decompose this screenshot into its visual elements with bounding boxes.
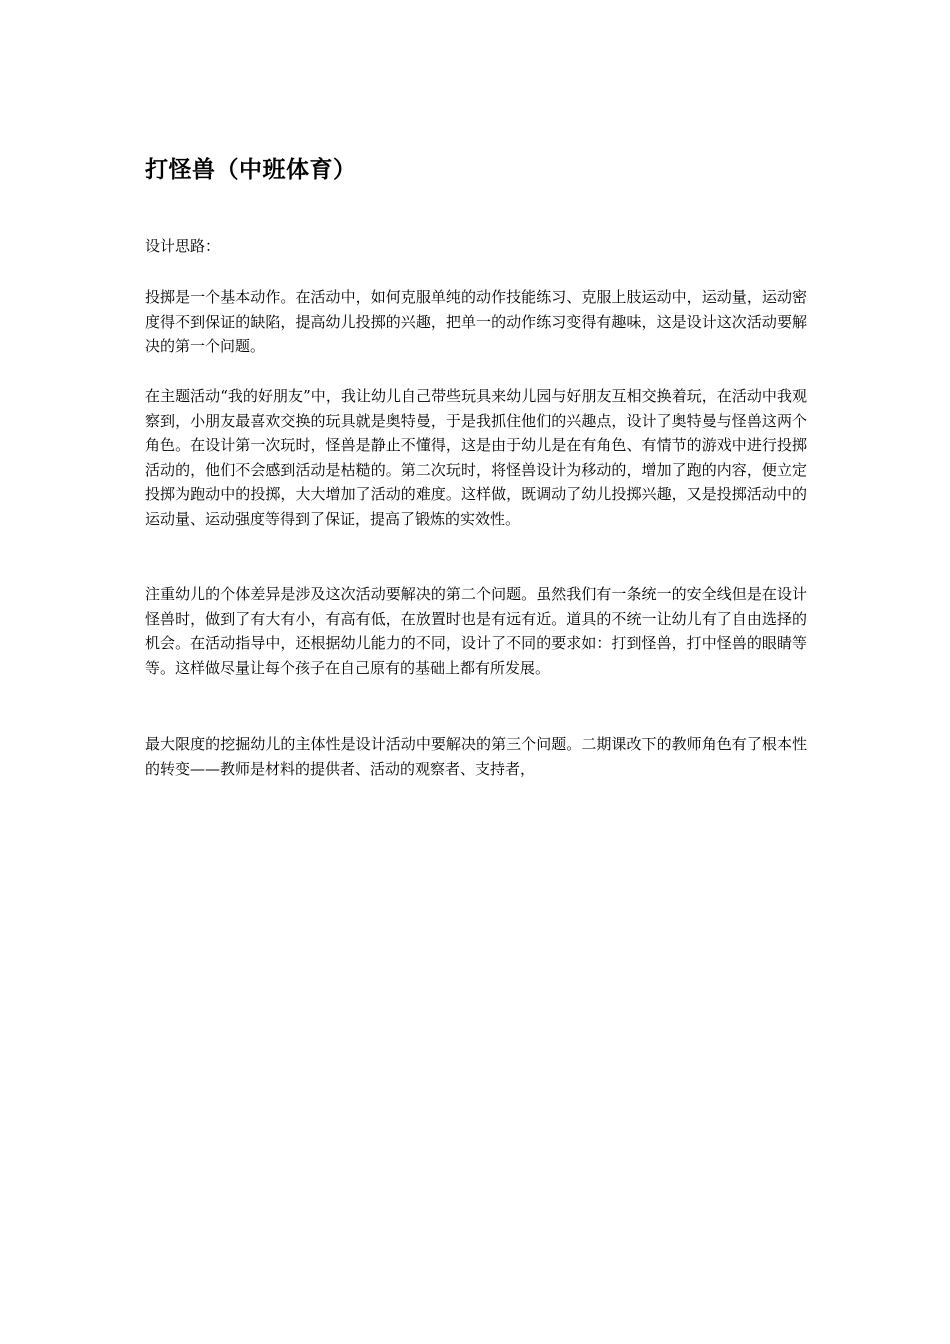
document-title: 打怪兽（中班体育）	[145, 157, 357, 183]
paragraph-1: 投掷是一个基本动作。在活动中，如何克服单纯的动作技能练习、克服上肢运动中，运动量，运动密度得不到保证的缺陷，提高幼儿投掷的兴趣，把单一的动作练习变得有趣味，这是设计这次活动要解决的第一个问题。	[145, 288, 807, 356]
section-label: 设计思路：	[145, 237, 221, 255]
paragraph-2: 在主题活动“我的好朋友”中，我让幼儿自己带些玩具来幼儿园与好朋友互相交换着玩，在活动中我观察到，小朋友最喜欢交换的玩具就是奥特曼，于是我抓住他们的兴趣点，设计了奥特曼与怪兽这两个角色。在设计第一次玩时，怪兽是静止不懂得，这是由于幼儿是在有角色、有情节的游戏中进行投掷活动的，他们不会感到活动是枯糙的。第二次玩时，将怪兽设计为移动的，增加了跑的内容，便立定投掷为跑动中的投掷，大大增加了活动的难度。这样做，既调动了幼儿投掷兴趣，又是投掷活动中的运动量、运动强度等得到了保证，提高了锻炼的实效性。	[145, 387, 807, 528]
paragraph-4: 最大限度的挖掘幼儿的主体性是设计活动中要解决的第三个问题。二期课改下的教师角色有了根本性的转变——教师是材料的提供者、活动的观察者、支持者，	[145, 735, 807, 778]
paragraph-3: 注重幼儿的个体差异是涉及这次活动要解决的第二个问题。虽然我们有一条统一的安全线但是在设计怪兽时，做到了有大有小，有高有低，在放置时也是有远有近。道具的不统一让幼儿有了自由选择的机会。在活动指导中，还根据幼儿能力的不同，设计了不同的要求如：打到怪兽，打中怪兽的眼睛等等。这样做尽量让每个孩子在自己原有的基础上都有所发展。	[145, 585, 807, 677]
